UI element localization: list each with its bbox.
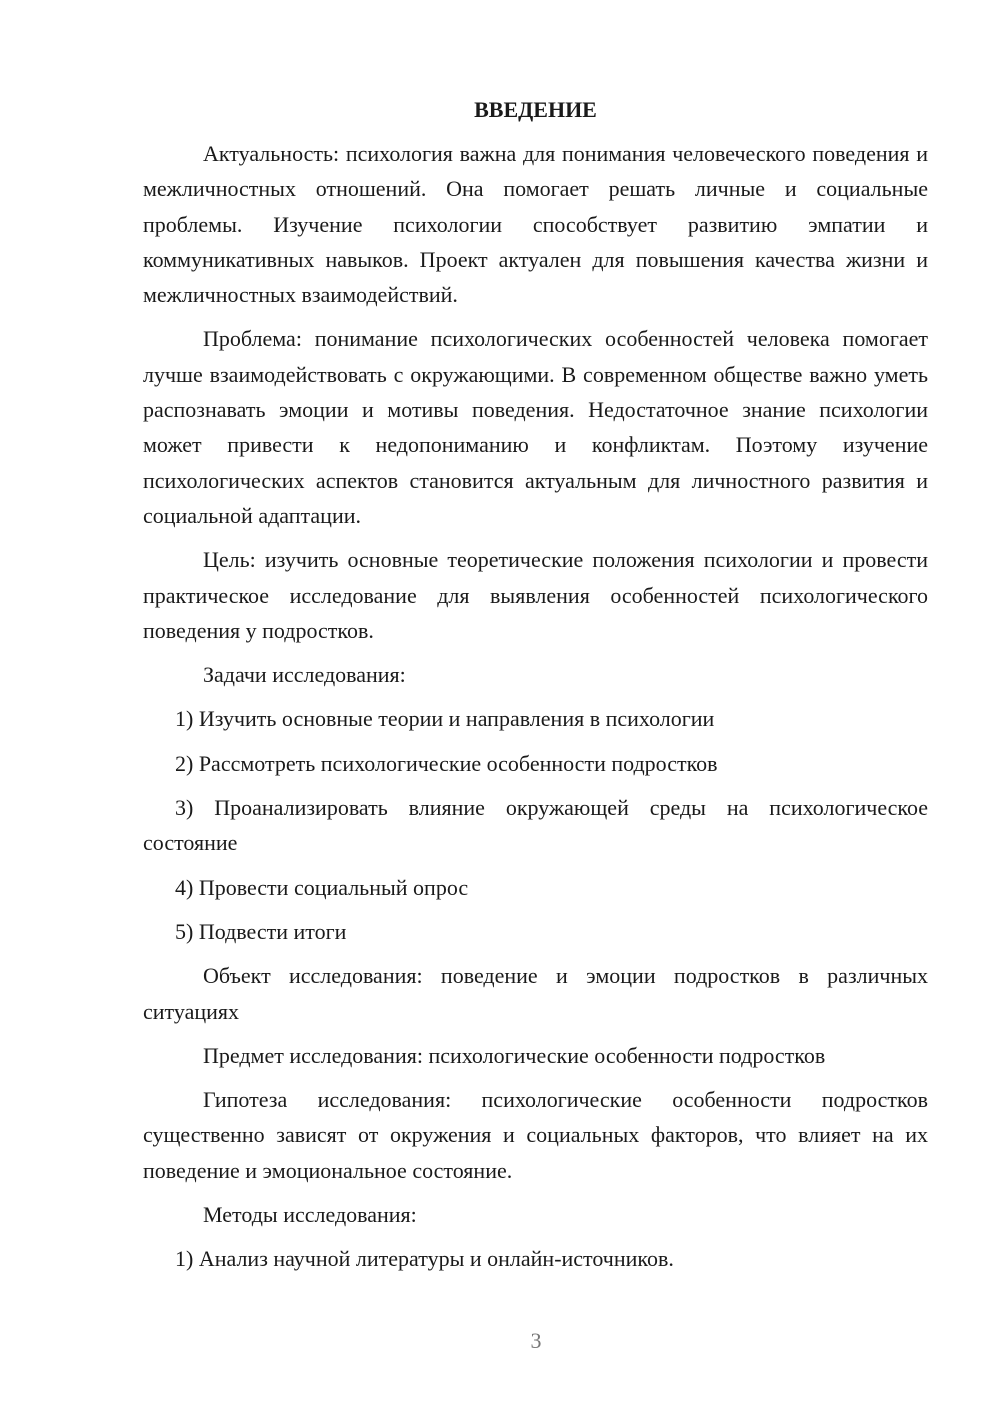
method-item-1: 1) Анализ научной литературы и онлайн-источников. <box>175 1246 674 1272</box>
page-number: 3 <box>530 1328 542 1353</box>
subject-paragraph: Предмет исследования: психологические особенности подростков <box>203 1042 826 1068</box>
task-item-3: 3) Проанализировать влияние окружающей среды на психологическое состояние <box>143 795 928 856</box>
problem-paragraph: Проблема: понимание психологических особенностей человека помогает лучше взаимодействовать с окружающими. В современном обществе важно уметь распознавать эмоции и мотивы поведения. Недостаточное знание психологии может привести к недопониманию и конфликтам. Поэтому изучение психологических аспектов становится актуальным для личностного развития и социальной адаптации. <box>143 326 928 528</box>
task-item-5: 5) Подвести итоги <box>175 918 347 944</box>
page-title: ВВЕДЕНИЕ <box>474 97 597 122</box>
task-item-1: 1) Изучить основные теории и направления в психологии <box>175 706 715 732</box>
tasks-title: Задачи исследования: <box>203 662 406 688</box>
methods-title: Методы исследования: <box>203 1202 417 1228</box>
task-item-2: 2) Рассмотреть психологические особенности подростков <box>175 750 718 776</box>
object-paragraph: Объект исследования: поведение и эмоции подростков в различных ситуациях <box>143 963 928 1024</box>
task-item-4: 4) Провести социальный опрос <box>175 874 469 900</box>
relevance-paragraph: Актуальность: психология важна для понимания человеческого поведения и межличностных отношений. Она помогает решать личные и социальные проблемы. Изучение психологии способствует развитию эмпатии и коммуникативных навыков. Проект актуален для повышения качества жизни и межличностных взаимодействий. <box>143 141 928 308</box>
document-page <box>143 94 928 1286</box>
hypothesis-paragraph: Гипотеза исследования: психологические особенности подростков существенно зависят от окружения и социальных факторов, что влияет на их поведение и эмоциональное состояние. <box>143 1087 928 1183</box>
goal-paragraph: Цель: изучить основные теоретические положения психологии и провести практическое исследование для выявления особенностей психологического поведения у подростков. <box>143 547 928 643</box>
